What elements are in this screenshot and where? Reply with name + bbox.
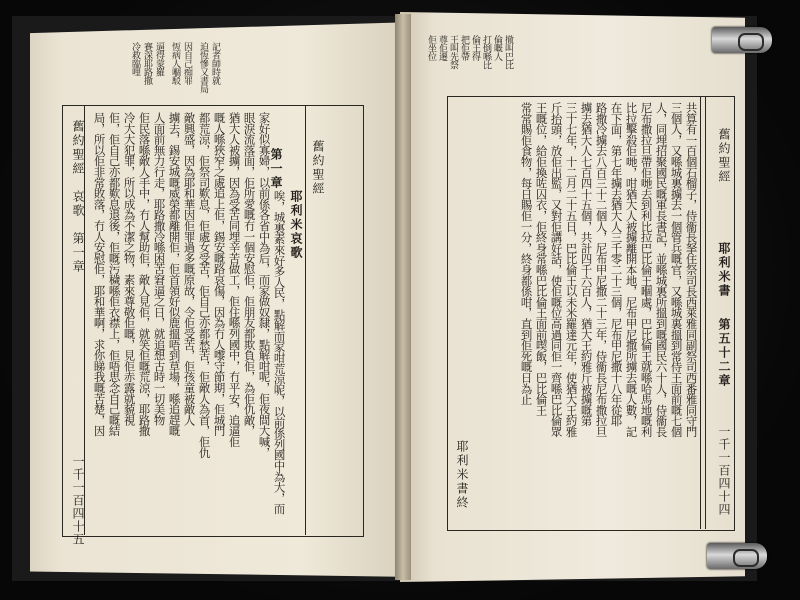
right-body-column-12: 常常賜佢食物，每日賜佢一分，終身都係咁，直到佢死嘅日為止 — [519, 102, 534, 405]
right-chapter-title: 第五十二章 — [717, 318, 731, 388]
right-running-header: 舊約聖經 — [717, 128, 731, 184]
left-section-title: 耶利米哀歌 — [289, 190, 303, 260]
right-body-column-8: 擄去猶大人七百四十五個，共計四千六百人，猶大王約雅斤被擄嘅第 — [579, 102, 594, 427]
left-body-column-2: 家好似寡婦，以前係各省中為后，而家做奴隸，點解咁呢，佢夜間大喊， — [257, 112, 272, 458]
right-body-column-7: 路撒冷擄去八百三十二個人，尼布甲尼撒二十三年，侍衞長尼布撒拉旦 — [594, 102, 609, 437]
binder-clip-bottom-icon — [707, 543, 767, 569]
right-header-note-2: 倫嘅人 — [492, 35, 502, 61]
right-header-note-4: 倫王得 — [470, 35, 480, 61]
left-header-note-6: 賽深耶路撒 — [142, 42, 152, 85]
binder-clip-top-icon — [712, 27, 772, 53]
left-header-note-5: 逼得蒙羅 — [154, 42, 164, 76]
left-body-column-11: 冷大大犯罪，所以成為不潔之物，素來尊敬佢嘅，見佢赤露就藐視 — [122, 112, 137, 426]
right-header-note-3: 打倒喺比 — [481, 35, 491, 69]
left-header-rule — [305, 105, 306, 535]
left-body-column-7: 敵興盛，因為耶和華因佢罪過多嘅原故，令佢受苦，佢孩童被敵人 — [182, 112, 197, 426]
left-body-column-1: 唉，城裏素來好多人民，點解而家咁荒涼呢，以前係列國中為大，而 — [272, 190, 287, 515]
right-header-note-8: 佢坐位 — [426, 35, 436, 61]
right-header-note-6: 王叫先祭 — [448, 35, 458, 69]
right-header-rule — [705, 96, 706, 529]
left-body-column-8: 擄去，錫安城嘅威榮都離開佢，佢首領好似鹿搵唔到草場，喺追趕嘅 — [167, 112, 182, 437]
right-body-column-1: 共算有一百個石榴子，侍衞長拏住祭司長西萊雅同副祭司西番雅同守門 — [684, 102, 699, 437]
left-body-column-4: 猶大人被擄，因為受苦同埋辛苦做工，佢住喺列國中，冇平安，追逼佢 — [227, 112, 242, 447]
right-header-note-5: 把佢帶 — [459, 35, 469, 61]
right-body-column-9: 三十七年，十二月二十五日，巴比倫王以未米羅達元年，使猶大王約雅 — [564, 102, 579, 437]
right-section-title: 耶利米書 — [717, 242, 731, 298]
left-body-column-6: 都荒涼，佢祭司歎息，佢處女受苦，佢自己亦都愁苦，佢敵人為首，佢仇 — [197, 112, 212, 458]
left-footer-title: 舊約聖經 哀歌 第一章 — [71, 120, 85, 274]
right-header-rule-inner — [700, 96, 701, 529]
left-body-column-3: 眼淚流落面，佢所愛嘅冇一個安慰佢，佢朋友都欺負佢，為佢仇敵， — [242, 112, 257, 437]
right-body-column-2: 三個人，又喺城裏擄去一個管兵嘅官，又喺城裏搵到常侍王面前嘅七個 — [669, 102, 684, 437]
right-body-column-3: 人，同埋招聚國民嘅軍長書記，並喺城裏所搵到嘅國民六十人，侍衞長 — [654, 102, 669, 437]
right-footer-label: 耶利米書終 — [455, 440, 469, 510]
left-header-note-7: 冷救臨哩 — [130, 42, 140, 76]
right-body-column-5: 比拉擊殺佢哋，咁猶大人被擄離開本地，尼布甲尼撒所擄去嘅人數，記 — [624, 102, 639, 437]
right-body-column-10: 斤抬頭，放佢出監，又對佢講好話，使佢嘅位高過同佢一齊喺巴比倫眾 — [549, 102, 564, 437]
left-page-number: 一千一百四十五 — [71, 455, 85, 546]
right-body-column-11: 王嘅位，給佢換咗囚衣，佢終身常喺巴比倫王面前喫飯，巴比倫王 — [534, 102, 549, 416]
left-body-column-5: 嘅人喺狹窄之處追上佢，錫安嘅路哀傷，因為冇人嚟守節期，佢城門 — [212, 112, 227, 437]
book-gutter — [395, 14, 411, 580]
left-body-column-9: 人面前無力行走，耶路撒冷喺困苦窘逼之日，就追想古時一切美物 — [152, 112, 167, 426]
left-header-note-2: 迫恆慘又書局 — [198, 42, 208, 93]
left-chapter-title: 第一章 — [269, 148, 283, 190]
right-header-note-7: 尊佢遷 — [437, 35, 447, 61]
left-body-column-13: 局，所以佢非常敗落，冇人安慰佢，耶和華啊，求你睇我嘅苦楚，因 — [92, 112, 107, 437]
right-header-note-1: 撤叫巴比 — [503, 35, 513, 69]
right-body-column-4: 尼布撒拉旦帶佢哋去到利比拉巴比倫王嗰處，巴比倫王就喺哈馬地嘅利 — [639, 102, 654, 437]
right-body-column-6: 在下面，第七年擄去猶大人三千零二十三個，尼布甲尼撒十八年從耶 — [609, 102, 624, 427]
left-header-note-4: 恆病人嗰駁 — [170, 42, 180, 85]
left-body-column-10: 佢民落喺敵人手中，冇人幫助佢，敵人見佢，就笑佢嘅荒涼，耶路撒 — [137, 112, 152, 437]
left-body-column-12: 佢，佢自己亦都歎息退後，佢嘅污穢喺佢衣襟上，佢唔思念自己嘅結 — [107, 112, 122, 437]
right-page-number: 一千一百四十四 — [717, 425, 731, 516]
left-running-header: 舊約聖經 — [311, 140, 325, 196]
left-header-note-1: 記者師時就 — [210, 42, 220, 85]
left-header-note-3: 因自己痴罪 — [182, 42, 192, 85]
